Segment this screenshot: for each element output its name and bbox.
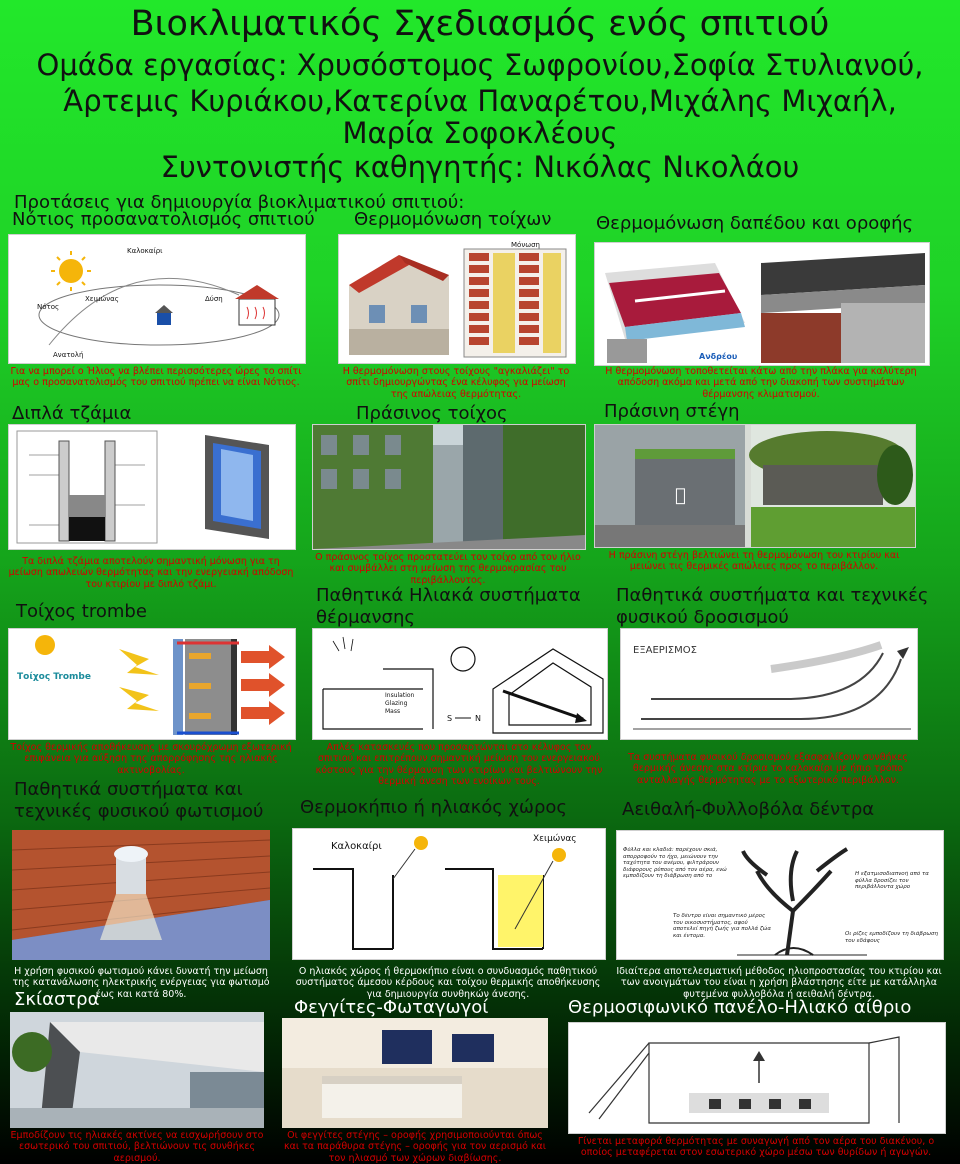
team-line-1: Ομάδα εργασίας: Χρυσόστομος Σωφρονίου,Σοφία Στυλιανού, bbox=[36, 48, 924, 82]
lighting-title-2: τεχνικές φυσικού φωτισμού bbox=[14, 801, 264, 822]
label-summer: Καλοκαίρι bbox=[127, 247, 163, 255]
green-wall-caption: Ο πράσινος τοίχος προστατεύει τον τοίχο από τον ήλιο και συμβάλλει στη μείωση της θερμοκρασίας του περιβάλλοντος. bbox=[315, 552, 581, 586]
lighting-caption: Η χρήση φυσικού φωτισμού κάνει δυνατή την μείωση της κατανάλωσης ηλεκτρικής ενέργειας για φωτισμό έως και κατά 80%. bbox=[12, 966, 270, 1000]
label-south: Νότος bbox=[37, 303, 60, 311]
trees-caption: Ιδιαίτερα αποτελεσματική μέθοδος ηλιοπροστασίας του κτιρίου και των ανοιγμάτων του είναι η χρήση βλάστησης είτε με κατάλληλα φυτεμένα φυλλοβόλα ή αειθαλή δέντρα. bbox=[616, 966, 942, 1000]
floor-roof-title: Θερμομόνωση δαπέδου και οροφής bbox=[596, 213, 914, 234]
awnings-caption: Εμποδίζουν τις ηλιακές ακτίνες να εισχωρήσουν στο εσωτερικό του σπιτιού, βελτιώνουν τις συνθήκες αερισμού. bbox=[10, 1130, 264, 1164]
green-roof-image bbox=[594, 424, 916, 548]
insulation-text: Insulation bbox=[385, 692, 415, 699]
north-letter: N bbox=[475, 714, 481, 723]
green-wall-image bbox=[312, 424, 586, 550]
thermosiphon-image bbox=[568, 1022, 946, 1134]
passive-cooling-image bbox=[620, 628, 918, 740]
greenhouse-caption: Ο ηλιακός χώρος ή θερμοκήπιο είναι ο συνδυασμός παθητικού συστήματος άμεσου κέρδους και τοίχου θερμικής αποθήκευσης για δημιουργία συνθηκών άνεσης. bbox=[295, 966, 601, 1000]
winter-label: Χειμώνας bbox=[533, 834, 577, 844]
trombe-caption: Τοίχος θερμικής αποθήκευσης με σκουρόχρωμη εξωτερική επιφάνεια για αύξηση της απορρόφησης της ηλιακής ακτινοβολίας. bbox=[10, 742, 292, 776]
skylights-title: Φεγγίτες-Φωταγωγοί bbox=[294, 997, 489, 1018]
passive-cooling-caption: Τα συστήματα φυσικού δροσισμού εξασφαλίζουν συνθήκες θερμικής άνεσης στα κτίρια το καλοκαίρι με ήπιο τρόπο ανταλλαγής θερμότητας με το εξωτερικό περιβάλλον. bbox=[628, 752, 908, 786]
tree-note-leaves: Φύλλα και κλαδιά: παρέχουν σκιά, απορροφούν το ήχο, μειώνουν την ταχύτητα του ανέμου, φιλτράρουν διάφορους ρύπους από τον αέρα, ενώ εμποδίζουν τη διάβρωση από το bbox=[623, 847, 727, 880]
passive-heating-title-1: Παθητικά Ηλιακά συστήματα bbox=[316, 585, 581, 606]
skylights-caption: Οι φεγγίτες στέγης – οροφής χρησιμοποιούνται όπως και τα παράθυρα στέγης – οροφής για τον αερισμό και τον ηλιασμό των χώρων διαβίωσης. bbox=[283, 1130, 546, 1164]
ventilation-label: ΕΞΑΕΡΙΣΜΟΣ bbox=[633, 645, 697, 656]
svg-text: bbox=[675, 485, 686, 506]
lighting-image bbox=[12, 830, 270, 960]
greenhouse-image bbox=[292, 828, 606, 960]
south-orientation-image bbox=[8, 234, 306, 364]
skylights-image bbox=[282, 1018, 548, 1128]
awnings-image bbox=[10, 1012, 264, 1128]
south-orientation-title: Νότιος προσανατολισμός σπιτιού bbox=[12, 209, 315, 230]
team-line-3: Μαρία Σοφοκλέους bbox=[342, 116, 618, 150]
passive-heating-title-2: θέρμανσης bbox=[316, 607, 415, 628]
sun-icon bbox=[35, 635, 55, 655]
sun-icon bbox=[552, 848, 566, 862]
green-wall-title: Πράσινος τοίχος bbox=[356, 403, 508, 424]
tree-note-roots: Οι ρίζες εμποδίζουν τη διάβρωση του εδάφους bbox=[845, 931, 938, 944]
glazing-text: Glazing bbox=[385, 700, 408, 707]
sun-icon bbox=[51, 251, 91, 291]
team-line-2: Άρτεμις Κυριάκου,Κατερίνα Παναρέτου,Μιχάλης Μιχαήλ, bbox=[63, 84, 897, 118]
summer-label: Καλοκαίρι bbox=[331, 841, 382, 852]
passive-cooling-title-1: Παθητικά συστήματα και τεχνικές bbox=[616, 585, 929, 606]
passive-cooling-title-2: φυσικού δροσισμού bbox=[616, 607, 789, 628]
tree-note-evaporation: Η εξατμισοδιαπνοή από τα φύλλα δροσίζει τον περιβάλλοντα χώρο bbox=[855, 871, 929, 891]
lighting-title-1: Παθητικά συστήματα και bbox=[14, 779, 243, 800]
brand-logo: Ανδρέου bbox=[699, 352, 738, 361]
sun-icon bbox=[414, 836, 428, 850]
floor-roof-caption: Η θερμομόνωση τοποθετείται κάτω από την πλάκα για καλύτερη απόδοση ακόμα και μετά από την διακοπή των συστημάτων θέρμανσης κλιματισμού. bbox=[605, 366, 917, 400]
trombe-image bbox=[8, 628, 296, 740]
trees-image bbox=[616, 830, 944, 960]
trombe-title: Τοίχος trombe bbox=[16, 601, 147, 622]
double-glazing-title: Διπλά τζάμια bbox=[12, 403, 132, 424]
wall-insulation-caption: Η θερμομόνωση στους τοίχους "αγκαλιάζει" το σπίτι δημιουργώντας ένα κέλυφος για μείωση της απώλειας θερμότητας. bbox=[342, 366, 570, 400]
poster-title: Βιοκλιματικός Σχεδιασμός ενός σπιτιού bbox=[130, 4, 830, 44]
green-roof-caption: Η πράσινη στέγη βελτιώνει τη θερμομόνωση του κτιρίου και μειώνει τις θερμικές απώλειες προς το περιβάλλον. bbox=[608, 550, 900, 573]
south-letter: S bbox=[447, 714, 453, 723]
south-orientation-caption: Για να μπορεί ο Ήλιος να βλέπει περισσότερες ώρες το σπίτι μας ο προσανατολισμός του σπιτιού πρέπει να είναι Νότιος. bbox=[10, 366, 302, 389]
floor-roof-image bbox=[594, 242, 930, 366]
label-west: Δύση bbox=[205, 295, 223, 303]
double-glazing-caption: Τα διπλά τζάμια αποτελούν σημαντική μόνωση για τη μείωση απωλειών θερμότητας και την ενεργειακή απόδοση του κτιρίου με διπλό τζάμι. bbox=[8, 556, 294, 590]
label-east: Ανατολή bbox=[53, 351, 84, 359]
coordinator: Συντονιστής καθηγητής: Νικόλας Νικολάου bbox=[160, 150, 800, 184]
mass-text: Mass bbox=[385, 708, 401, 715]
tree-note-ecosystem: Το δέντρο είναι σημαντικό μέρος του οικοσυστήματος, αφού αποτελεί πηγή ζωής για πολλά ζώα και έντομα. bbox=[673, 913, 772, 939]
green-roof-title: Πράσινη στέγη bbox=[604, 401, 740, 422]
wall-insulation-title: Θερμομόνωση τοίχων bbox=[354, 209, 552, 230]
insulation-label: Μόνωση bbox=[511, 241, 540, 249]
trombe-label: Τοίχος Trombe bbox=[17, 672, 91, 682]
double-glazing-image bbox=[8, 424, 296, 550]
trees-title: Αειθαλή-Φυλλοβόλα δέντρα bbox=[622, 799, 875, 820]
intro-text: Προτάσεις για δημιουργία βιοκλιματικού σπιτιού: bbox=[14, 192, 465, 213]
label-winter: Χειμώνας bbox=[85, 295, 119, 303]
greenhouse-title: Θερμοκήπιο ή ηλιακός χώρος bbox=[300, 797, 567, 818]
thermosiphon-title: Θερμοσιφωνικό πανέλο-Ηλιακό αίθριο bbox=[568, 997, 912, 1018]
thermosiphon-caption: Γίνεται μεταφορά θερμότητας με συναγωγή από τον αέρα του διακένου, ο οποίος μεταφέρεται στον εσωτερικό χώρο μέσω των θυρίδων ή αγωγών. bbox=[577, 1136, 935, 1159]
passive-heating-image bbox=[312, 628, 608, 740]
awnings-title: Σκίαστρα bbox=[14, 989, 100, 1010]
passive-heating-caption: Απλές κατασκευές που προσαρτώνται στο κέλυφος του σπιτιού και επιτρέπουν σημαντική μείωση του ενεργειακού κόστους για την θέρμανση των κτιρίων και βελτιώνουν την θερμική άνεση των ενοίκων τους. bbox=[315, 742, 603, 788]
wall-insulation-image bbox=[338, 234, 576, 364]
